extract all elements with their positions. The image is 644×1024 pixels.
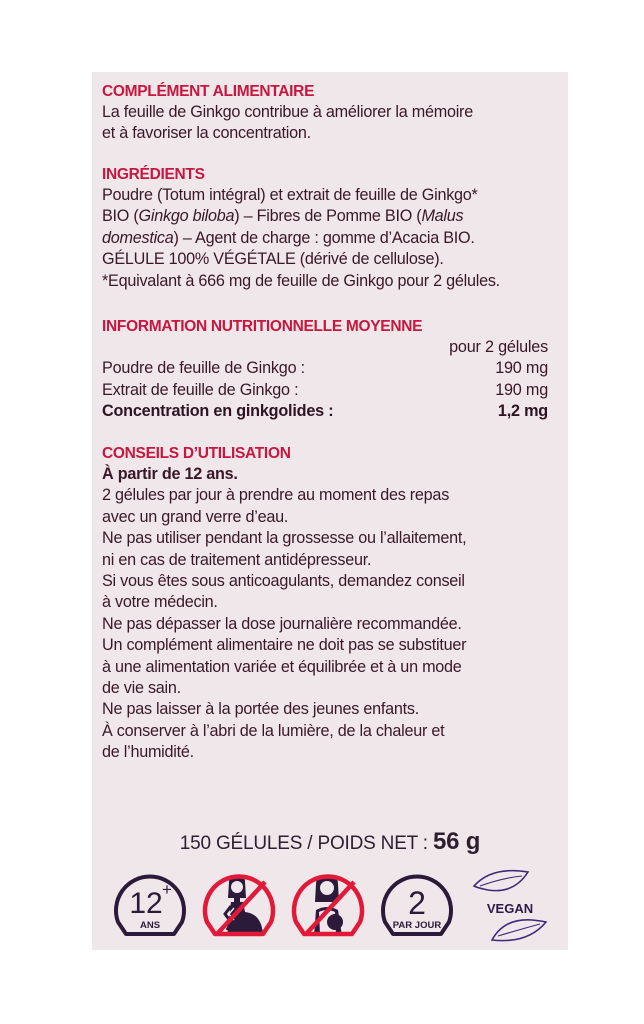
heading-complement: COMPLÉMENT ALIMENTAIRE: [102, 83, 315, 100]
net-weight-label: 150 GÉLULES / POIDS NET :: [179, 833, 433, 854]
nutrition-label: Poudre de feuille de Ginkgo :: [102, 359, 305, 378]
svg-text:+: +: [162, 880, 172, 899]
text-line: Ne pas laisser à la portée des jeunes enfants.: [102, 700, 419, 719]
usage-instructions: [102, 464, 558, 764]
text-line: Un complément alimentaire ne doit pas se substituer: [102, 636, 467, 655]
complement-description: [102, 102, 558, 145]
heading-usage: CONSEILS D’UTILISATION: [102, 445, 291, 462]
pictogram-row: [102, 868, 562, 944]
nutrition-column-header: [102, 337, 548, 358]
svg-text:12: 12: [129, 887, 163, 920]
product-label-panel: [92, 72, 568, 950]
svg-text:2: 2: [408, 885, 426, 921]
age-12-plus-icon: [112, 868, 188, 944]
nutrition-label: Extrait de feuille de Ginkgo :: [102, 380, 299, 399]
text-line: La feuille de Ginkgo contribue à améliorer la mémoire: [102, 103, 473, 121]
heading-ingredients: INGRÉDIENTS: [102, 166, 205, 183]
section-complement: [102, 82, 558, 145]
text-line: avec un grand verre d’eau.: [102, 507, 289, 526]
text-line: 2 gélules par jour à prendre au moment des repas: [102, 486, 450, 505]
text-line: Ne pas dépasser la dose journalière recommandée.: [102, 614, 462, 633]
no-pregnancy-icon: [201, 868, 277, 944]
no-breastfeeding-icon: [290, 868, 366, 944]
text-line: GÉLULE 100% VÉGÉTALE (dérivé de cellulose).: [102, 250, 444, 269]
text-line: Si vous êtes sous anticoagulants, demandez conseil: [102, 572, 465, 591]
svg-text:ANS: ANS: [139, 920, 161, 931]
text-line: Poudre (Totum intégral) et extrait de feuille de Ginkgo*: [102, 186, 478, 204]
nutrition-row: [102, 380, 548, 401]
text-line: ni en cas de traitement antidépresseur.: [102, 550, 372, 569]
text-line: Ne pas utiliser pendant la grossesse ou l’allaitement,: [102, 529, 467, 548]
section-usage: [102, 444, 558, 764]
nutrition-label: Concentration en ginkgolides :: [102, 402, 334, 421]
nutrition-value: 190 mg: [495, 380, 548, 399]
svg-text:PAR JOUR: PAR JOUR: [392, 920, 442, 931]
nutrition-value: 1,2 mg: [497, 402, 548, 421]
text-line: de vie sain.: [102, 679, 181, 698]
dose-per-day-icon: [379, 868, 455, 944]
heading-nutrition: INFORMATION NUTRITIONNELLE MOYENNE: [102, 318, 423, 335]
text-line: de l’humidité.: [102, 743, 194, 762]
nutrition-value: 190 mg: [495, 359, 548, 378]
section-nutrition: [102, 317, 558, 423]
column-header-label: pour 2 gélules: [449, 338, 548, 356]
nutrition-row: [102, 401, 548, 422]
net-weight: [92, 828, 568, 856]
age-note: À partir de 12 ans.: [102, 465, 238, 483]
text-line: à une alimentation variée et équilibrée et à un mode: [102, 657, 462, 676]
net-weight-value: 56 g: [432, 828, 481, 855]
text-line: à votre médecin.: [102, 593, 218, 612]
vegan-icon: [470, 864, 550, 948]
section-ingredients: [102, 165, 558, 292]
text-line: BIO (Ginkgo biloba) – Fibres de Pomme BIO (Malus: [102, 207, 464, 226]
text-line: domestica) – Agent de charge : gomme d’Acacia BIO.: [102, 228, 475, 247]
svg-text:VEGAN: VEGAN: [486, 901, 534, 916]
text-line: *Equivalant à 666 mg de feuille de Ginkgo pour 2 gélules.: [102, 271, 500, 290]
text-line: et à favoriser la concentration.: [102, 124, 311, 143]
ingredients-list: [102, 185, 558, 292]
nutrition-row: [102, 358, 548, 379]
text-line: À conserver à l’abri de la lumière, de la chaleur et: [102, 721, 445, 740]
